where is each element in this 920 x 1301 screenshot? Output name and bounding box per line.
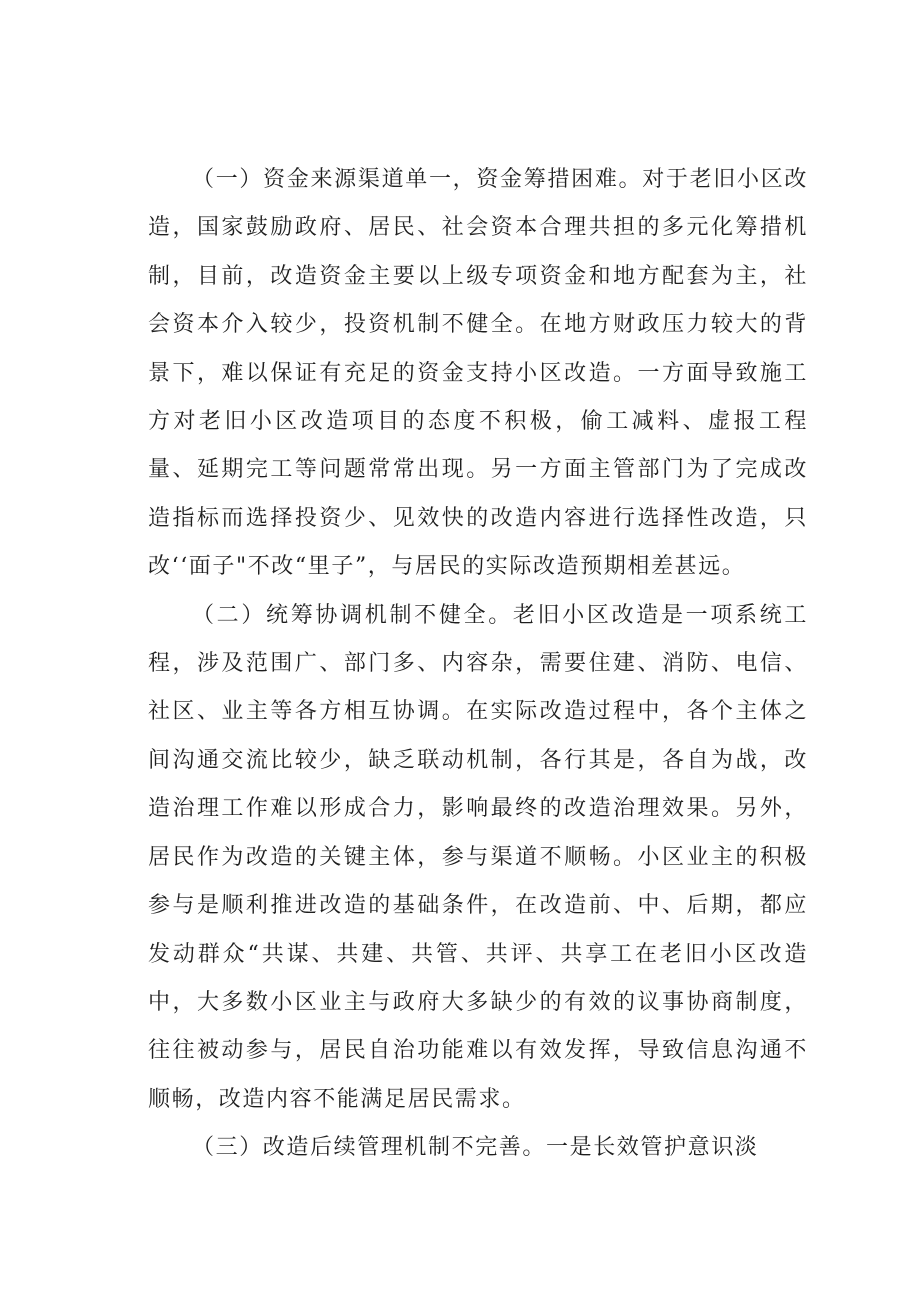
paragraph-coordination-mechanism: （二）统筹协调机制不健全。老旧小区改造是一项系统工程，涉及范围广、部门多、内容杂，需要住建、消防、电信、社区、业主等各方相互协调。在实际改造过程中，各个主体之间沟通交流比较少，缺乏联动机制，各行其是，各自为战，改造治理工作难以形成合力，影响最终的改造治理效果。另外，居民作为改造的关键主体，参与渠道不顺畅。小区业主的积极参与是顺利推进改造的基础条件，在改造前、中、后期，都应发动群众“共谋、共建、共管、共评、共享工在老旧小区改造中，大多数小区业主与政府大多缺少的有效的议事协商制度，往往被动参与，居民自治功能难以有效发挥，导致信息沟通不顺畅，改造内容不能满足居民需求。 bbox=[148, 602, 808, 1112]
paragraph-follow-up-management: （三）改造后续管理机制不完善。一是长效管护意识淡 bbox=[192, 1135, 759, 1161]
paragraph-funding-sources: （一）资金来源渠道单一，资金筹措困难。对于老旧小区改造，国家鼓励政府、居民、社会资本合理共担的多元化筹措机制，目前，改造资金主要以上级专项资金和地方配套为主，社会资本介入较少，投资机制不健全。在地方财政压力较大的背景下，难以保证有充足的资金支持小区改造。一方面导致施工方对老旧小区改造项目的态度不积极，偷工减料、虚报工程量、延期完工等问题常常出现。另一方面主管部门为了完成改造指标而选择投资少、见效快的改造内容进行选择性改造，只改‘‘面子"不改“里子”，与居民的实际改造预期相差甚远。 bbox=[148, 167, 808, 580]
document-body bbox=[148, 156, 808, 1173]
